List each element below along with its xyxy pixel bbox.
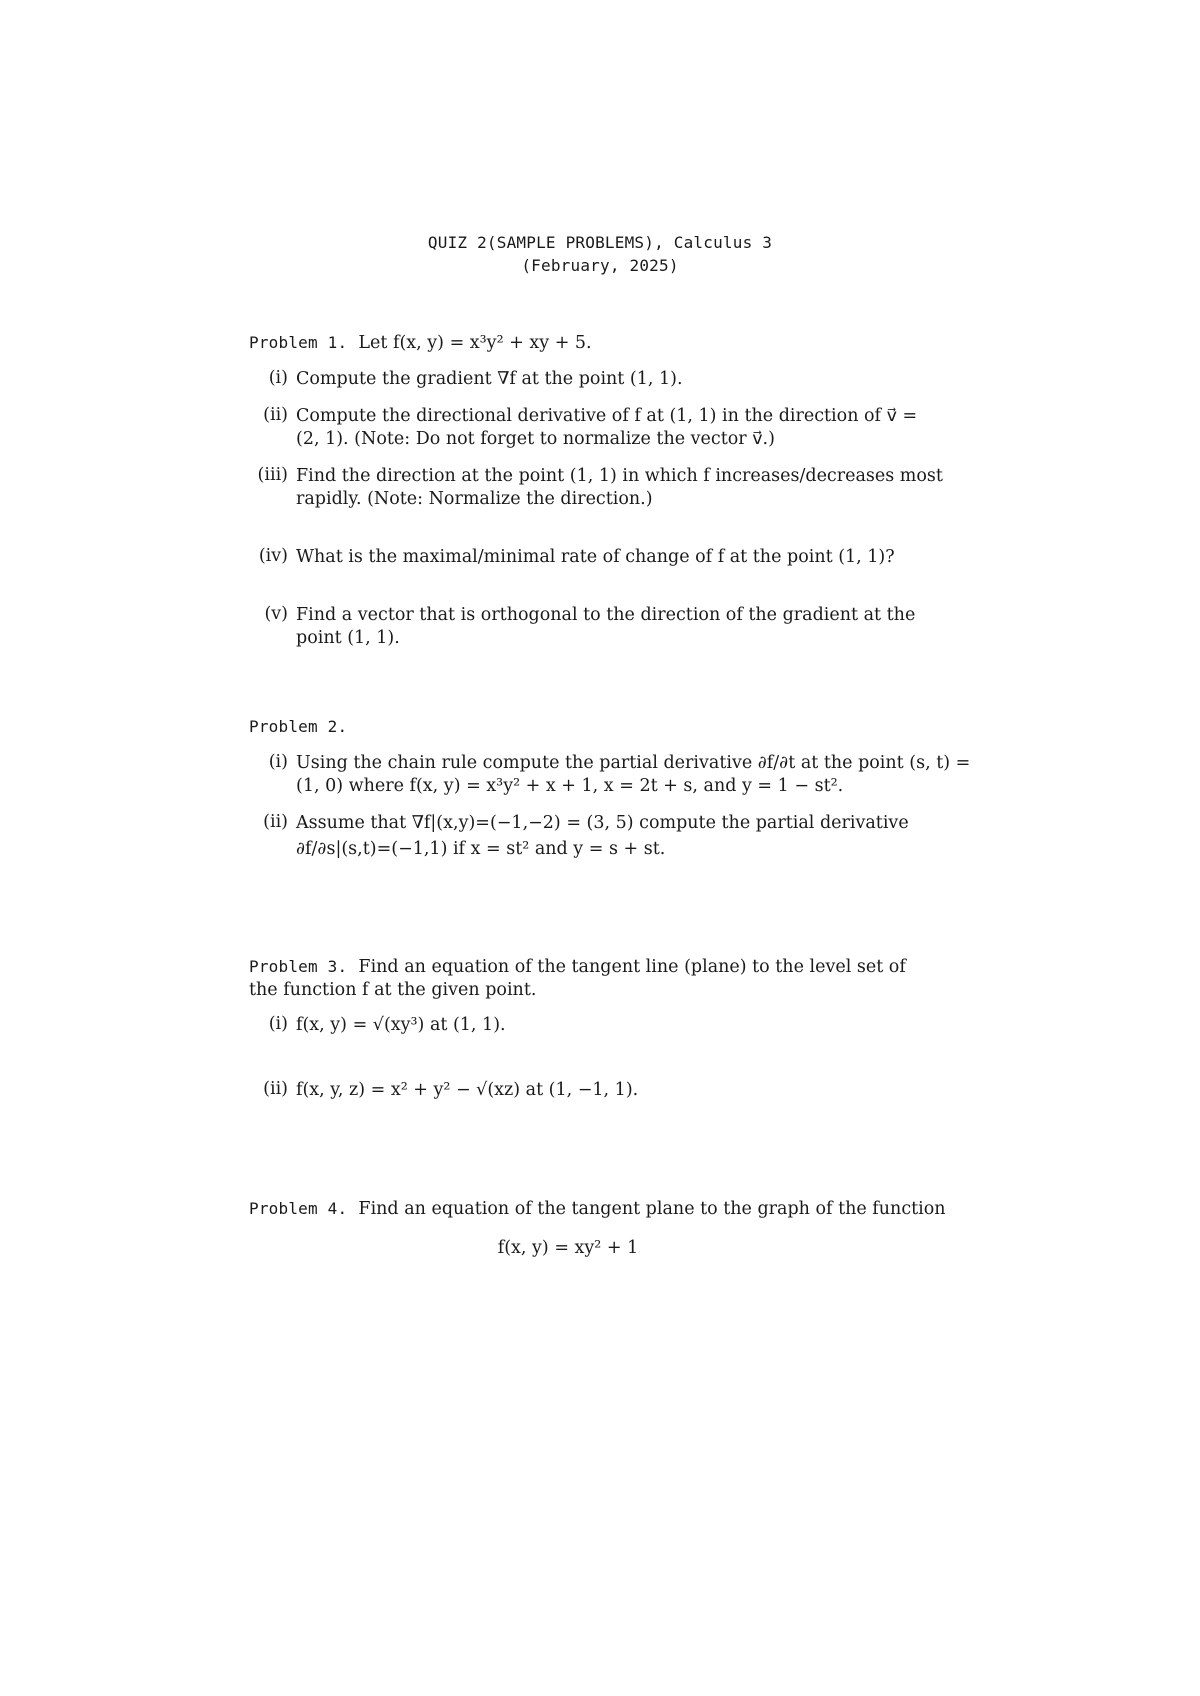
item-text: Using the chain rule compute the partial derivative ∂f/∂t at the point (s, t) = (296, 753, 971, 773)
item-text: Find the direction at the point (1, 1) in which f increases/decreases most (296, 466, 943, 486)
item-text-continued: (2, 1). (Note: Do not forget to normalize the vector v⃗.) (296, 429, 775, 449)
problem-1-intro: Let f(x, y) = x³y² + xy + 5. (358, 333, 592, 353)
item-text: f(x, y) = √(xy³) at (1, 1). (296, 1015, 506, 1035)
item-label: (ii) (263, 812, 288, 832)
document-date: (February, 2025) (521, 256, 679, 275)
document-title: QUIZ 2(SAMPLE PROBLEMS), Calculus 3 (427, 233, 773, 252)
problem-4-equation: f(x, y) = xy² + 1 (497, 1238, 639, 1258)
problem-1 (249, 332, 592, 355)
item-label: (iv) (258, 546, 288, 566)
item-label: (ii) (263, 405, 288, 425)
item-text: Compute the gradient ∇f at the point (1, 1). (296, 369, 683, 389)
item-text: Assume that ∇f|(x,y)=(−1,−2) = (3, 5) compute the partial derivative (296, 813, 909, 833)
problem-4 (249, 1198, 946, 1221)
item-text: f(x, y, z) = x² + y² − √(xz) at (1, −1, 1). (296, 1080, 639, 1100)
problem-4-intro: Find an equation of the tangent plane to the graph of the function (358, 1199, 946, 1219)
item-text-continued: point (1, 1). (296, 628, 400, 648)
problem-3-intro-continued: the function f at the given point. (249, 980, 537, 1000)
item-label: (i) (268, 1014, 288, 1034)
problem-3 (249, 956, 906, 979)
item-label: (ii) (263, 1079, 288, 1099)
item-text: Compute the directional derivative of f at (1, 1) in the direction of v⃗ = (296, 406, 918, 426)
item-text: Find a vector that is orthogonal to the direction of the gradient at the (296, 605, 916, 625)
problem-2-heading: Problem 2. (249, 717, 348, 736)
item-label: (iii) (257, 465, 288, 485)
problem-3-intro: Find an equation of the tangent line (plane) to the level set of (358, 957, 906, 977)
item-text-continued: rapidly. (Note: Normalize the direction.) (296, 489, 653, 509)
problem-3-heading: Problem 3. (249, 957, 348, 976)
item-label: (i) (268, 752, 288, 772)
problem-4-heading: Problem 4. (249, 1199, 348, 1218)
item-label: (i) (268, 368, 288, 388)
problem-1-heading: Problem 1. (249, 333, 348, 352)
item-text-continued: ∂f/∂s|(s,t)=(−1,1) if x = st² and y = s + st. (296, 839, 666, 859)
item-text-continued: (1, 0) where f(x, y) = x³y² + x + 1, x = 2t + s, and y = 1 − st². (296, 776, 844, 796)
item-label: (v) (264, 604, 288, 624)
item-text: What is the maximal/minimal rate of change of f at the point (1, 1)? (296, 547, 895, 567)
